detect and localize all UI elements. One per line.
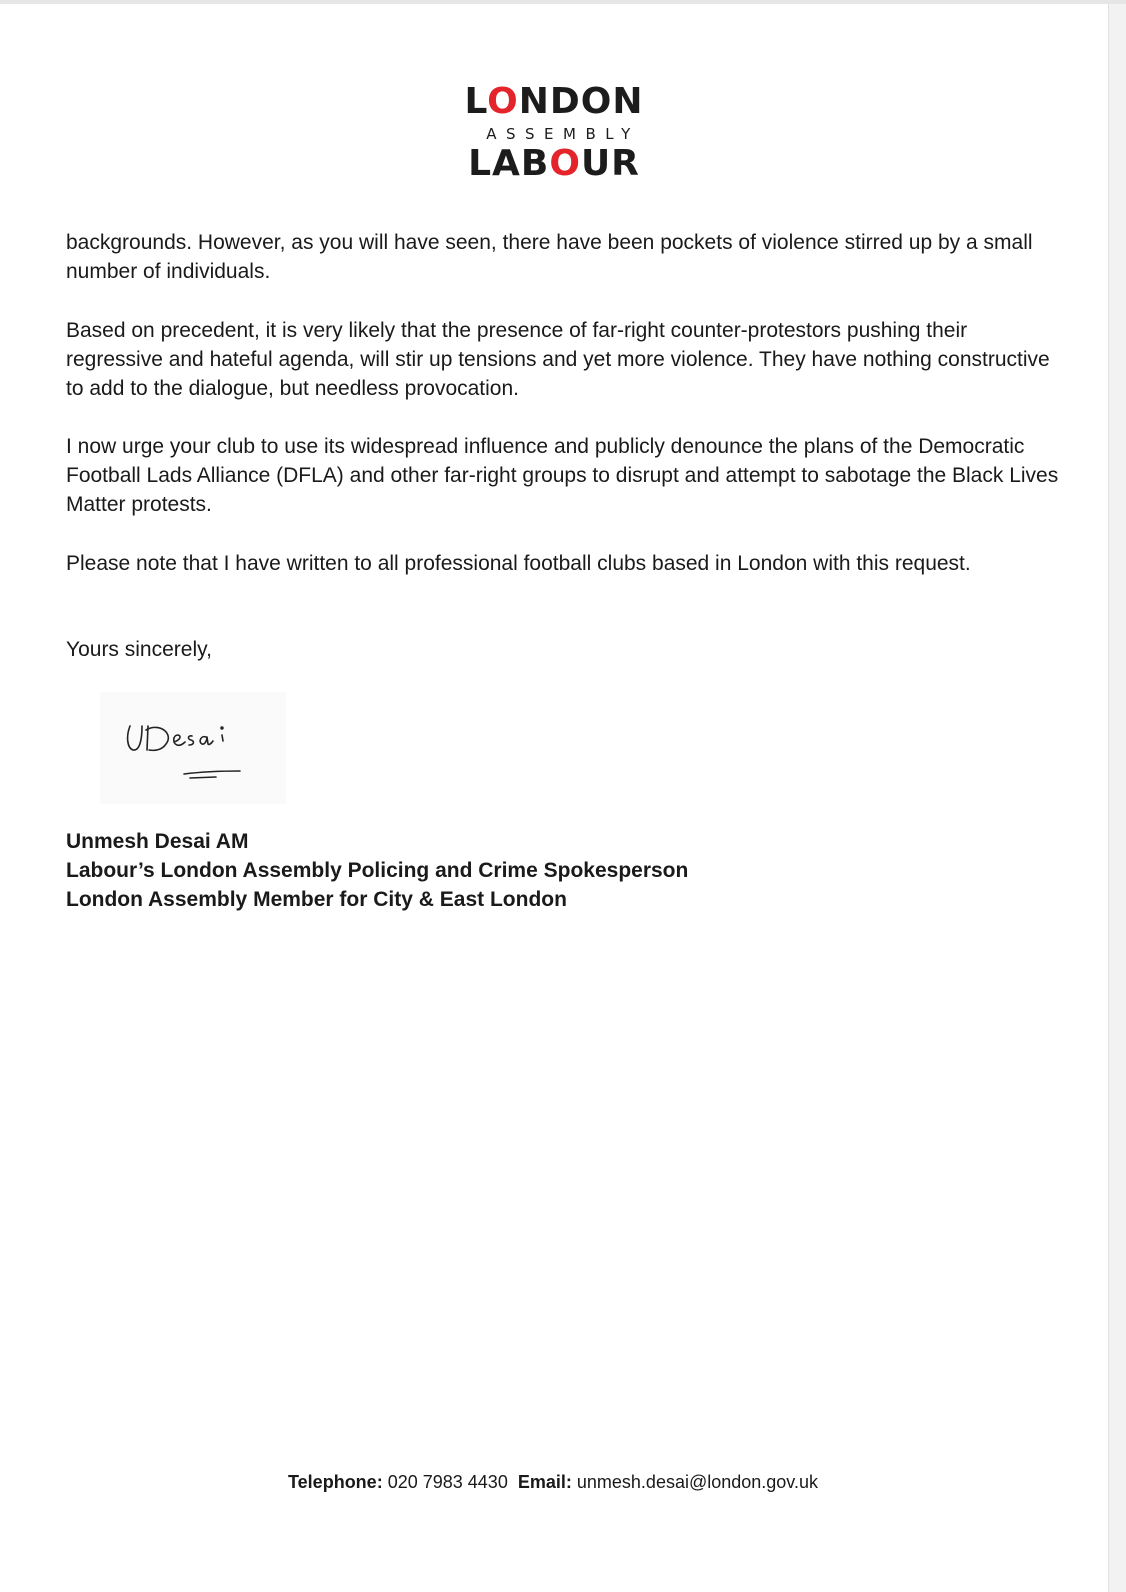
paragraph-precedent: Based on precedent, it is very likely that the presence of far-right counter-protestors pushing their regressive and hateful agenda, will stir up tensions and yet more violence. They have nothing constructive to add to the dialogue, but needless provocation. (66, 319, 1050, 400)
logo-london: LONDON (464, 81, 644, 122)
closing-salutation: Yours sincerely, (66, 638, 212, 661)
page-edge (1108, 4, 1126, 1592)
signatory-block (66, 827, 688, 914)
signature-drawing (100, 692, 286, 804)
signatory-name: Unmesh Desai AM (66, 830, 249, 853)
paragraph-backgrounds: backgrounds. However, as you will have seen, there have been pockets of violence stirred up by a small number of individuals. (66, 231, 1033, 283)
paragraph-note: Please note that I have written to all professional football clubs based in London with this request. (66, 552, 971, 575)
email-address: unmesh.desai@london.gov.uk (576, 1472, 818, 1492)
contact-footer (0, 1470, 1106, 1494)
telephone-label: Telephone: (288, 1472, 383, 1492)
email-label: Email: (517, 1472, 572, 1492)
paragraph-urge-club: I now urge your club to use its widespread influence and publicly denounce the plans of the Democratic Football Lads Alliance (DFLA) and other far-right groups to disrupt and attempt to sabotage the Black Lives Matter protests. (66, 435, 1059, 516)
telephone-number: 020 7983 4430 (387, 1472, 508, 1492)
logo-labour: LABOUR (468, 143, 640, 184)
signatory-constituency: London Assembly Member for City & East London (66, 888, 567, 911)
logo-assembly: ASSEMBLY (486, 125, 640, 143)
signatory-role: Labour’s London Assembly Policing and Crime Spokesperson (66, 859, 689, 882)
letter-page (0, 4, 1108, 1592)
handwritten-signature (100, 692, 286, 804)
